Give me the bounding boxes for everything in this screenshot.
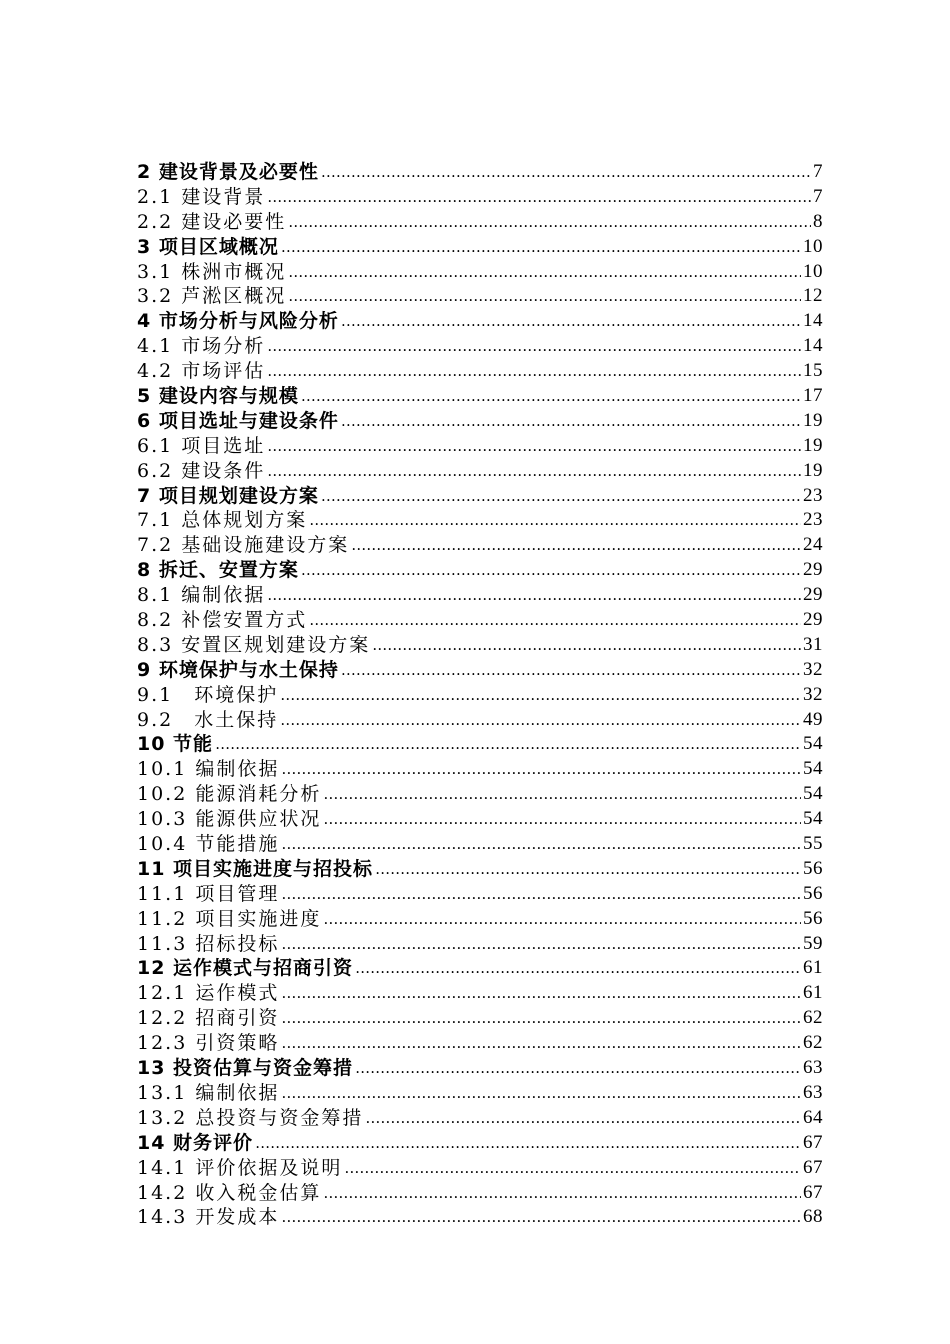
toc-dot-leader xyxy=(341,309,801,334)
toc-dot-leader xyxy=(309,608,801,633)
toc-dot-leader xyxy=(267,459,801,484)
toc-entry-title: 14 财务评价 xyxy=(137,1131,254,1154)
toc-dot-leader xyxy=(267,185,811,210)
toc-entry-title: 4.2 市场评估 xyxy=(137,360,266,383)
toc-entry-title: 6.2 建设条件 xyxy=(137,459,266,482)
toc-dot-leader xyxy=(301,384,801,409)
toc-dot-leader xyxy=(267,434,801,459)
toc-section-entry[interactable] xyxy=(137,981,823,1006)
toc-page-number: 17 xyxy=(803,385,823,406)
toc-section-entry[interactable] xyxy=(137,1156,823,1181)
toc-entry-title: 2.1 建设背景 xyxy=(137,185,266,208)
toc-entry-title: 3.1 株洲市概况 xyxy=(137,260,287,283)
toc-page-number: 29 xyxy=(803,609,823,631)
toc-dot-leader xyxy=(365,1106,801,1131)
toc-section-entry[interactable] xyxy=(137,633,823,658)
toc-section-entry[interactable] xyxy=(137,932,823,957)
toc-page-number: 56 xyxy=(803,857,823,879)
toc-section-entry[interactable] xyxy=(137,1181,823,1206)
toc-section-entry[interactable] xyxy=(137,210,823,235)
toc-dot-leader xyxy=(267,583,801,608)
toc-section-entry[interactable] xyxy=(137,359,823,384)
toc-entry-title: 6 项目选址与建设条件 xyxy=(137,409,339,432)
toc-page-number: 56 xyxy=(803,882,823,904)
toc-entry-title: 13.2 总投资与资金筹措 xyxy=(137,1106,364,1129)
toc-dot-leader xyxy=(288,210,811,235)
toc-entry-title: 9.2 水土保持 xyxy=(137,708,279,731)
toc-dot-leader xyxy=(372,633,801,658)
toc-entry-title: 7.2 基础设施建设方案 xyxy=(137,534,350,557)
toc-page-number: 14 xyxy=(803,335,823,357)
table-of-contents xyxy=(137,160,823,1230)
toc-dot-leader xyxy=(215,732,801,757)
toc-page-number: 32 xyxy=(803,658,823,680)
toc-page-number: 56 xyxy=(803,907,823,929)
toc-entry-title: 10.1 编制依据 xyxy=(137,758,280,781)
toc-page-number: 7 xyxy=(813,185,823,207)
toc-section-entry[interactable] xyxy=(137,334,823,359)
toc-section-entry[interactable] xyxy=(137,757,823,782)
toc-dot-leader xyxy=(375,857,801,882)
toc-dot-leader xyxy=(255,1131,801,1156)
toc-dot-leader xyxy=(280,708,801,733)
toc-entry-title: 2.2 建设必要性 xyxy=(137,210,287,233)
toc-page-number: 15 xyxy=(803,360,823,382)
toc-chapter-entry[interactable] xyxy=(137,857,823,882)
toc-page-number: 29 xyxy=(803,559,823,581)
toc-page-number: 12 xyxy=(803,285,823,307)
toc-dot-leader xyxy=(323,1181,801,1206)
toc-chapter-entry[interactable] xyxy=(137,732,823,757)
toc-section-entry[interactable] xyxy=(137,832,823,857)
toc-dot-leader xyxy=(355,957,801,982)
toc-dot-leader xyxy=(355,1056,801,1081)
toc-page-number: 54 xyxy=(803,733,823,755)
toc-page-number: 62 xyxy=(803,1007,823,1029)
toc-dot-leader xyxy=(281,932,801,957)
toc-dot-leader xyxy=(301,558,801,583)
toc-chapter-entry[interactable] xyxy=(137,957,823,982)
toc-page-number: 19 xyxy=(803,409,823,431)
toc-entry-title: 4 市场分析与风险分析 xyxy=(137,310,339,333)
toc-page-number: 32 xyxy=(803,683,823,705)
toc-entry-title: 14.3 开发成本 xyxy=(137,1206,280,1229)
toc-page-number: 67 xyxy=(803,1131,823,1153)
toc-entry-title: 10.2 能源消耗分析 xyxy=(137,783,322,806)
toc-page-number: 10 xyxy=(803,260,823,282)
toc-entry-title: 12 运作模式与招商引资 xyxy=(137,957,354,980)
toc-section-entry[interactable] xyxy=(137,1106,823,1131)
toc-page-number: 61 xyxy=(803,957,823,979)
toc-page-number: 54 xyxy=(803,758,823,780)
toc-section-entry[interactable] xyxy=(137,459,823,484)
toc-chapter-entry[interactable] xyxy=(137,160,823,185)
toc-chapter-entry[interactable] xyxy=(137,1131,823,1156)
toc-entry-title: 8 拆迁、安置方案 xyxy=(137,559,299,582)
toc-page-number: 19 xyxy=(803,434,823,456)
toc-dot-leader xyxy=(281,832,801,857)
toc-dot-leader xyxy=(281,235,801,260)
toc-page-number: 67 xyxy=(803,1181,823,1203)
toc-section-entry[interactable] xyxy=(137,508,823,533)
toc-page-number: 63 xyxy=(803,1057,823,1079)
toc-page-number: 54 xyxy=(803,783,823,805)
toc-page-number: 63 xyxy=(803,1081,823,1103)
toc-dot-leader xyxy=(281,1205,801,1230)
toc-dot-leader xyxy=(267,334,801,359)
toc-entry-title: 9.1 环境保护 xyxy=(137,683,279,706)
toc-entry-title: 10 节能 xyxy=(137,733,214,756)
toc-entry-title: 10.3 能源供应状况 xyxy=(137,808,322,831)
toc-page-number: 8 xyxy=(813,210,823,232)
toc-dot-leader xyxy=(267,359,801,384)
toc-dot-leader xyxy=(341,658,801,683)
toc-dot-leader xyxy=(321,484,801,509)
toc-entry-title: 8.1 编制依据 xyxy=(137,584,266,607)
toc-chapter-entry[interactable] xyxy=(137,409,823,434)
toc-section-entry[interactable] xyxy=(137,708,823,733)
toc-dot-leader xyxy=(323,907,801,932)
toc-entry-title: 12.3 引资策略 xyxy=(137,1032,280,1055)
toc-entry-title: 4.1 市场分析 xyxy=(137,335,266,358)
toc-entry-title: 5 建设内容与规模 xyxy=(137,385,299,407)
toc-page-number: 62 xyxy=(803,1032,823,1054)
toc-page-number: 55 xyxy=(803,833,823,855)
toc-page-number: 23 xyxy=(803,509,823,531)
toc-entry-title: 3.2 芦淞区概况 xyxy=(137,285,287,308)
toc-section-entry[interactable] xyxy=(137,1205,823,1230)
toc-page-number: 59 xyxy=(803,932,823,954)
toc-chapter-entry[interactable] xyxy=(137,235,823,260)
toc-dot-leader xyxy=(280,683,801,708)
toc-page-number: 23 xyxy=(803,484,823,506)
toc-section-entry[interactable] xyxy=(137,284,823,309)
toc-section-entry[interactable] xyxy=(137,434,823,459)
toc-section-entry[interactable] xyxy=(137,683,823,708)
toc-dot-leader xyxy=(323,807,801,832)
toc-chapter-entry[interactable] xyxy=(137,658,823,683)
toc-dot-leader xyxy=(281,1031,801,1056)
toc-page-number: 29 xyxy=(803,584,823,606)
toc-section-entry[interactable] xyxy=(137,1081,823,1106)
toc-section-entry[interactable] xyxy=(137,807,823,832)
toc-entry-title: 11 项目实施进度与招投标 xyxy=(137,857,374,880)
toc-section-entry[interactable] xyxy=(137,583,823,608)
toc-page-number: 10 xyxy=(803,235,823,257)
toc-entry-title: 8.2 补偿安置方式 xyxy=(137,609,308,632)
toc-dot-leader xyxy=(341,409,801,434)
toc-chapter-entry[interactable] xyxy=(137,1056,823,1081)
toc-entry-title: 9 环境保护与水土保持 xyxy=(137,658,339,681)
toc-section-entry[interactable] xyxy=(137,907,823,932)
toc-entry-title: 11.3 招标投标 xyxy=(137,932,280,955)
toc-page-number: 68 xyxy=(803,1206,823,1228)
toc-entry-title: 12.2 招商引资 xyxy=(137,1007,280,1030)
toc-entry-title: 13 投资估算与资金筹措 xyxy=(137,1057,354,1080)
toc-entry-title: 7 项目规划建设方案 xyxy=(137,484,319,507)
toc-page-number: 7 xyxy=(813,160,823,182)
toc-entry-title: 13.1 编制依据 xyxy=(137,1081,280,1104)
toc-dot-leader xyxy=(288,284,801,309)
toc-page-number: 64 xyxy=(803,1106,823,1128)
toc-page-number: 31 xyxy=(803,633,823,655)
toc-dot-leader xyxy=(288,260,801,285)
toc-entry-title: 12.1 运作模式 xyxy=(137,982,280,1005)
toc-page-number: 61 xyxy=(803,982,823,1004)
toc-chapter-entry[interactable] xyxy=(137,309,823,334)
toc-dot-leader xyxy=(281,757,801,782)
toc-dot-leader xyxy=(344,1156,801,1181)
toc-section-entry[interactable] xyxy=(137,260,823,285)
toc-page-number: 19 xyxy=(803,459,823,481)
toc-page-number: 24 xyxy=(803,534,823,556)
toc-entry-title: 10.4 节能措施 xyxy=(137,833,280,856)
toc-chapter-entry[interactable] xyxy=(137,558,823,583)
toc-dot-leader xyxy=(281,1081,801,1106)
toc-entry-title: 14.1 评价依据及说明 xyxy=(137,1156,343,1179)
toc-page-number: 49 xyxy=(803,708,823,730)
toc-entry-title: 3 项目区域概况 xyxy=(137,235,279,258)
toc-section-entry[interactable] xyxy=(137,1031,823,1056)
toc-dot-leader xyxy=(351,533,801,558)
toc-section-entry[interactable] xyxy=(137,608,823,633)
toc-entry-title: 2 建设背景及必要性 xyxy=(137,160,319,183)
toc-entry-title: 6.1 项目选址 xyxy=(137,434,266,457)
toc-page-number: 67 xyxy=(803,1156,823,1178)
toc-dot-leader xyxy=(323,782,801,807)
toc-section-entry[interactable] xyxy=(137,533,823,558)
toc-dot-leader xyxy=(309,508,801,533)
toc-section-entry[interactable] xyxy=(137,1006,823,1031)
toc-page-number: 54 xyxy=(803,808,823,830)
toc-entry-title: 14.2 收入税金估算 xyxy=(137,1181,322,1204)
toc-section-entry[interactable] xyxy=(137,882,823,907)
toc-entry-title: 11.1 项目管理 xyxy=(137,882,280,905)
toc-dot-leader xyxy=(281,981,801,1006)
toc-page-number: 14 xyxy=(803,310,823,332)
toc-dot-leader xyxy=(321,160,811,185)
toc-section-entry[interactable] xyxy=(137,185,823,210)
toc-entry-title: 8.3 安置区规划建设方案 xyxy=(137,633,371,656)
toc-dot-leader xyxy=(281,882,801,907)
toc-chapter-entry[interactable] xyxy=(137,484,823,509)
toc-dot-leader xyxy=(281,1006,801,1031)
toc-chapter-entry[interactable] xyxy=(137,384,823,409)
toc-section-entry[interactable] xyxy=(137,782,823,807)
toc-entry-title: 7.1 总体规划方案 xyxy=(137,509,308,532)
toc-entry-title: 11.2 项目实施进度 xyxy=(137,907,322,930)
